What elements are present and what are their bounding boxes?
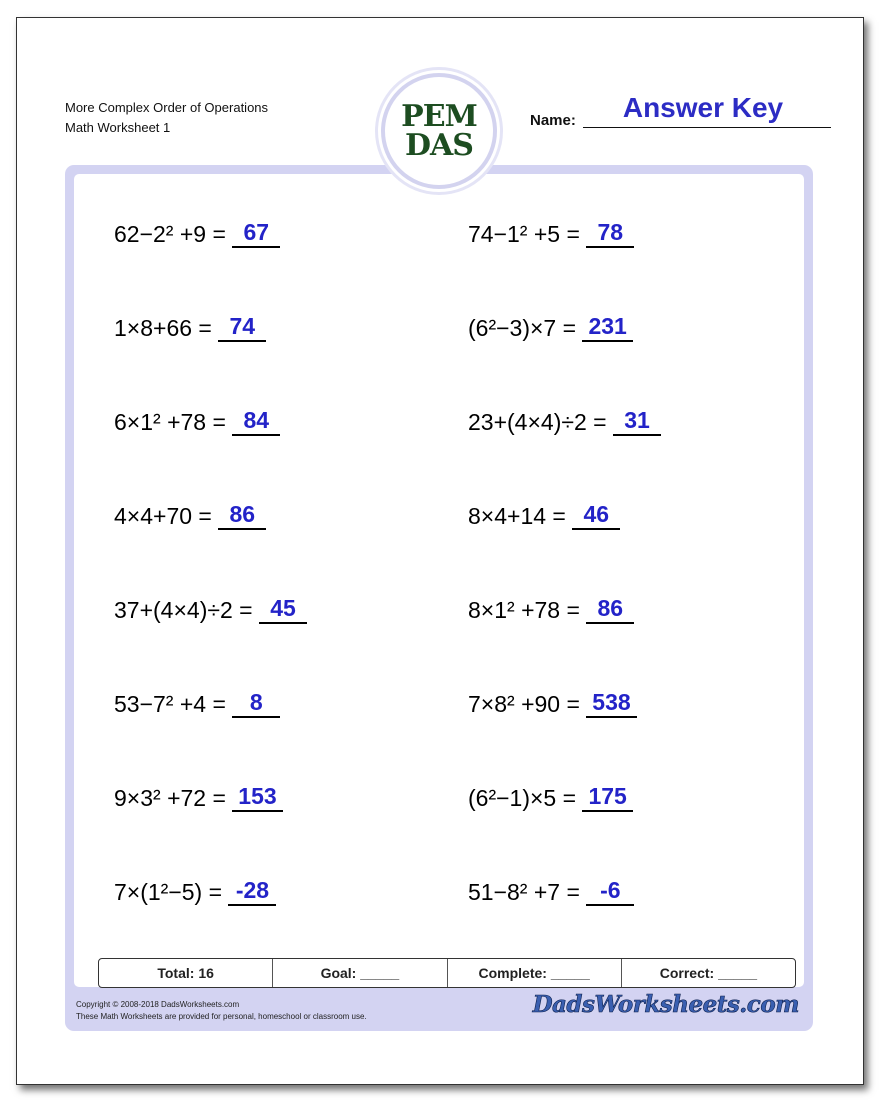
problem-16 (468, 876, 634, 910)
pemdas-logo (381, 73, 497, 189)
logo-line-1: PEM (401, 99, 477, 134)
problem-2 (468, 218, 634, 252)
copyright-notice (76, 999, 367, 1023)
problem-area (74, 174, 804, 987)
answer-blank: 538 (586, 688, 636, 718)
logo-line-2: DAS (405, 128, 473, 163)
name-field-line (583, 127, 831, 128)
problem-expression: 6×1² +78 = (114, 409, 226, 435)
worksheet-page (16, 17, 864, 1085)
problem-expression: 62−2² +9 = (114, 221, 226, 247)
answer-blank: -6 (586, 876, 634, 906)
problem-4 (468, 312, 633, 346)
problem-11 (114, 688, 280, 722)
problem-12 (468, 688, 637, 722)
copyright-line: Copyright © 2008-2018 DadsWorksheets.com (76, 1000, 240, 1009)
problem-1 (114, 218, 280, 252)
problem-3 (114, 312, 266, 346)
answer-blank: 175 (582, 782, 632, 812)
problem-13 (114, 782, 283, 816)
title-line-1: More Complex Order of Operations (65, 100, 269, 115)
problem-expression: 8×1² +78 = (468, 597, 580, 623)
problem-9 (114, 594, 307, 628)
problem-7 (114, 500, 266, 534)
problem-frame (65, 165, 813, 1031)
problem-expression: 9×3² +72 = (114, 785, 226, 811)
answer-blank: 45 (259, 594, 307, 624)
complete-field: Complete: _____ (447, 959, 621, 987)
answer-blank: 74 (218, 312, 266, 342)
answer-blank: 46 (572, 500, 620, 530)
problem-5 (114, 406, 280, 440)
problem-expression: (6²−1)×5 = (468, 785, 577, 811)
problem-6 (468, 406, 661, 440)
usage-notice: These Math Worksheets are provided for personal, homeschool or classroom use. (76, 1012, 367, 1021)
problem-expression: 7×(1²−5) = (114, 879, 223, 905)
problem-expression: (6²−3)×7 = (468, 315, 577, 341)
problem-expression: 53−7² +4 = (114, 691, 226, 717)
problem-expression: 7×8² +90 = (468, 691, 580, 717)
problem-expression: 51−8² +7 = (468, 879, 580, 905)
goal-field: Goal: _____ (272, 959, 446, 987)
answer-blank: 153 (232, 782, 282, 812)
answer-blank: 86 (218, 500, 266, 530)
problem-15 (114, 876, 276, 910)
answer-blank: 78 (586, 218, 634, 248)
title-line-2: Math Worksheet 1 (65, 120, 171, 135)
problem-8 (468, 500, 620, 534)
answer-blank: 231 (582, 312, 632, 342)
score-bar (98, 958, 796, 988)
dadsworksheets-logo: DadsWorksheets.com (532, 991, 799, 1018)
total-count: Total: 16 (157, 965, 214, 981)
answer-blank: 31 (613, 406, 661, 436)
problem-expression: 1×8+66 = (114, 315, 212, 341)
problem-expression: 37+(4×4)÷2 = (114, 597, 253, 623)
answer-blank: -28 (228, 876, 276, 906)
answer-key-text: Answer Key (622, 92, 784, 123)
answer-blank: 84 (232, 406, 280, 436)
answer-blank: 8 (232, 688, 280, 718)
problem-expression: 8×4+14 = (468, 503, 566, 529)
answer-blank: 86 (586, 594, 634, 624)
problem-expression: 23+(4×4)÷2 = (468, 409, 607, 435)
problem-expression: 4×4+70 = (114, 503, 212, 529)
correct-field: Correct: _____ (621, 959, 795, 987)
worksheet-title (65, 98, 268, 138)
problem-expression: 74−1² +5 = (468, 221, 580, 247)
answer-blank: 67 (232, 218, 280, 248)
problem-10 (468, 594, 634, 628)
name-label: Name: (530, 112, 576, 129)
problem-14 (468, 782, 633, 816)
